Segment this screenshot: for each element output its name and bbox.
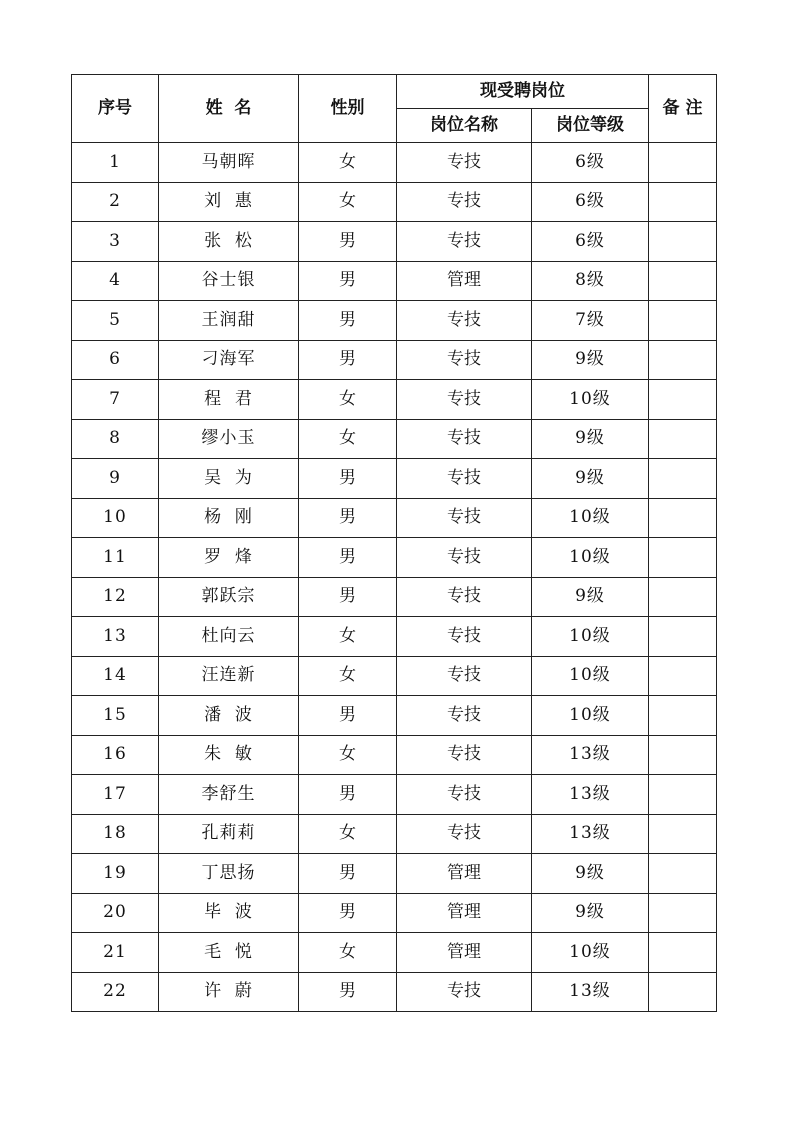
cell-remark	[649, 380, 717, 420]
cell-remark	[649, 301, 717, 341]
cell-position-grade: 10级	[532, 696, 649, 736]
cell-seq: 15	[72, 696, 159, 736]
cell-position-grade: 6级	[532, 143, 649, 183]
header-row-top	[72, 75, 717, 109]
table-row	[72, 459, 717, 499]
cell-seq: 21	[72, 933, 159, 973]
staff-position-table	[71, 74, 717, 1012]
cell-position-grade: 9级	[532, 340, 649, 380]
cell-name: 马朝晖	[159, 143, 299, 183]
cell-name: 王润甜	[159, 301, 299, 341]
cell-name: 刁海军	[159, 340, 299, 380]
cell-position-grade: 10级	[532, 498, 649, 538]
cell-remark	[649, 696, 717, 736]
cell-name: 汪连新	[159, 656, 299, 696]
cell-gender: 女	[299, 814, 397, 854]
cell-position-grade: 9级	[532, 459, 649, 499]
cell-seq: 8	[72, 419, 159, 459]
cell-position-grade: 6级	[532, 222, 649, 262]
cell-gender: 男	[299, 577, 397, 617]
cell-remark	[649, 143, 717, 183]
cell-name: 许 蔚	[159, 972, 299, 1012]
cell-remark	[649, 775, 717, 815]
cell-position-grade: 10级	[532, 656, 649, 696]
header-gender: 性别	[299, 75, 397, 143]
table-row	[72, 972, 717, 1012]
cell-position-name: 专技	[397, 617, 532, 657]
cell-gender: 男	[299, 854, 397, 894]
table-row	[72, 577, 717, 617]
cell-position-name: 专技	[397, 735, 532, 775]
cell-gender: 男	[299, 538, 397, 578]
cell-gender: 男	[299, 498, 397, 538]
cell-position-grade: 13级	[532, 972, 649, 1012]
cell-remark	[649, 893, 717, 933]
cell-gender: 女	[299, 380, 397, 420]
cell-remark	[649, 854, 717, 894]
cell-gender: 男	[299, 775, 397, 815]
cell-position-name: 专技	[397, 419, 532, 459]
cell-remark	[649, 261, 717, 301]
cell-gender: 男	[299, 696, 397, 736]
cell-seq: 10	[72, 498, 159, 538]
cell-name: 李舒生	[159, 775, 299, 815]
table-body	[72, 143, 717, 1012]
cell-position-grade: 8级	[532, 261, 649, 301]
cell-seq: 1	[72, 143, 159, 183]
cell-name: 朱 敏	[159, 735, 299, 775]
cell-name: 毛 悦	[159, 933, 299, 973]
cell-position-grade: 13级	[532, 735, 649, 775]
cell-name: 缪小玉	[159, 419, 299, 459]
cell-seq: 5	[72, 301, 159, 341]
table-row	[72, 498, 717, 538]
cell-seq: 14	[72, 656, 159, 696]
header-seq: 序号	[72, 75, 159, 143]
cell-position-name: 专技	[397, 498, 532, 538]
cell-position-name: 专技	[397, 459, 532, 499]
cell-position-name: 管理	[397, 893, 532, 933]
cell-position-name: 专技	[397, 143, 532, 183]
cell-position-name: 专技	[397, 656, 532, 696]
cell-name: 刘 惠	[159, 182, 299, 222]
cell-name: 孔莉莉	[159, 814, 299, 854]
cell-position-name: 专技	[397, 972, 532, 1012]
cell-gender: 女	[299, 933, 397, 973]
cell-position-grade: 10级	[532, 933, 649, 973]
cell-gender: 男	[299, 459, 397, 499]
table-row	[72, 222, 717, 262]
cell-name: 丁思扬	[159, 854, 299, 894]
cell-name: 杜向云	[159, 617, 299, 657]
cell-seq: 18	[72, 814, 159, 854]
cell-gender: 女	[299, 617, 397, 657]
cell-gender: 女	[299, 735, 397, 775]
cell-position-grade: 7级	[532, 301, 649, 341]
cell-name: 吴 为	[159, 459, 299, 499]
cell-position-grade: 10级	[532, 617, 649, 657]
cell-remark	[649, 735, 717, 775]
cell-position-grade: 10级	[532, 538, 649, 578]
cell-name: 郭跃宗	[159, 577, 299, 617]
header-remarks: 备 注	[649, 75, 717, 143]
cell-position-name: 专技	[397, 538, 532, 578]
cell-name: 张 松	[159, 222, 299, 262]
cell-position-grade: 13级	[532, 814, 649, 854]
cell-gender: 女	[299, 419, 397, 459]
cell-position-name: 专技	[397, 301, 532, 341]
cell-seq: 9	[72, 459, 159, 499]
table-row	[72, 735, 717, 775]
cell-position-name: 专技	[397, 340, 532, 380]
cell-remark	[649, 222, 717, 262]
table-row	[72, 538, 717, 578]
cell-seq: 19	[72, 854, 159, 894]
table-row	[72, 380, 717, 420]
cell-remark	[649, 419, 717, 459]
table-row	[72, 340, 717, 380]
cell-gender: 男	[299, 301, 397, 341]
cell-seq: 20	[72, 893, 159, 933]
cell-remark	[649, 459, 717, 499]
table-row	[72, 696, 717, 736]
table-row	[72, 182, 717, 222]
cell-position-grade: 9级	[532, 419, 649, 459]
cell-position-grade: 6级	[532, 182, 649, 222]
cell-position-name: 专技	[397, 814, 532, 854]
cell-seq: 13	[72, 617, 159, 657]
cell-position-name: 专技	[397, 222, 532, 262]
cell-name: 罗 烽	[159, 538, 299, 578]
cell-position-grade: 10级	[532, 380, 649, 420]
cell-seq: 17	[72, 775, 159, 815]
table-row	[72, 301, 717, 341]
cell-position-name: 专技	[397, 380, 532, 420]
cell-name: 谷士银	[159, 261, 299, 301]
cell-remark	[649, 814, 717, 854]
table-row	[72, 143, 717, 183]
cell-seq: 22	[72, 972, 159, 1012]
cell-name: 潘 波	[159, 696, 299, 736]
table-row	[72, 933, 717, 973]
cell-position-grade: 13级	[532, 775, 649, 815]
cell-seq: 2	[72, 182, 159, 222]
cell-position-grade: 9级	[532, 893, 649, 933]
cell-seq: 11	[72, 538, 159, 578]
cell-seq: 12	[72, 577, 159, 617]
table-row	[72, 814, 717, 854]
cell-position-name: 管理	[397, 261, 532, 301]
cell-seq: 7	[72, 380, 159, 420]
cell-remark	[649, 577, 717, 617]
cell-gender: 男	[299, 893, 397, 933]
cell-remark	[649, 538, 717, 578]
cell-position-name: 管理	[397, 933, 532, 973]
table-row	[72, 656, 717, 696]
cell-remark	[649, 617, 717, 657]
cell-remark	[649, 182, 717, 222]
table-row	[72, 261, 717, 301]
cell-position-grade: 9级	[532, 577, 649, 617]
cell-remark	[649, 933, 717, 973]
cell-gender: 男	[299, 340, 397, 380]
cell-seq: 3	[72, 222, 159, 262]
header-position-name: 岗位名称	[397, 109, 532, 143]
cell-name: 毕 波	[159, 893, 299, 933]
cell-gender: 男	[299, 261, 397, 301]
header-name: 姓 名	[159, 75, 299, 143]
cell-remark	[649, 498, 717, 538]
table-row	[72, 775, 717, 815]
table-row	[72, 419, 717, 459]
cell-gender: 男	[299, 972, 397, 1012]
cell-position-name: 专技	[397, 182, 532, 222]
cell-name: 杨 刚	[159, 498, 299, 538]
cell-position-grade: 9级	[532, 854, 649, 894]
cell-position-name: 专技	[397, 577, 532, 617]
cell-seq: 4	[72, 261, 159, 301]
cell-seq: 6	[72, 340, 159, 380]
cell-name: 程 君	[159, 380, 299, 420]
header-position-grade: 岗位等级	[532, 109, 649, 143]
cell-seq: 16	[72, 735, 159, 775]
cell-gender: 男	[299, 222, 397, 262]
table-row	[72, 617, 717, 657]
cell-remark	[649, 656, 717, 696]
cell-remark	[649, 340, 717, 380]
cell-position-name: 专技	[397, 775, 532, 815]
header-current-position: 现受聘岗位	[397, 75, 649, 109]
cell-position-name: 管理	[397, 854, 532, 894]
cell-gender: 女	[299, 182, 397, 222]
cell-gender: 女	[299, 143, 397, 183]
cell-gender: 女	[299, 656, 397, 696]
cell-remark	[649, 972, 717, 1012]
table-row	[72, 893, 717, 933]
table-row	[72, 854, 717, 894]
cell-position-name: 专技	[397, 696, 532, 736]
